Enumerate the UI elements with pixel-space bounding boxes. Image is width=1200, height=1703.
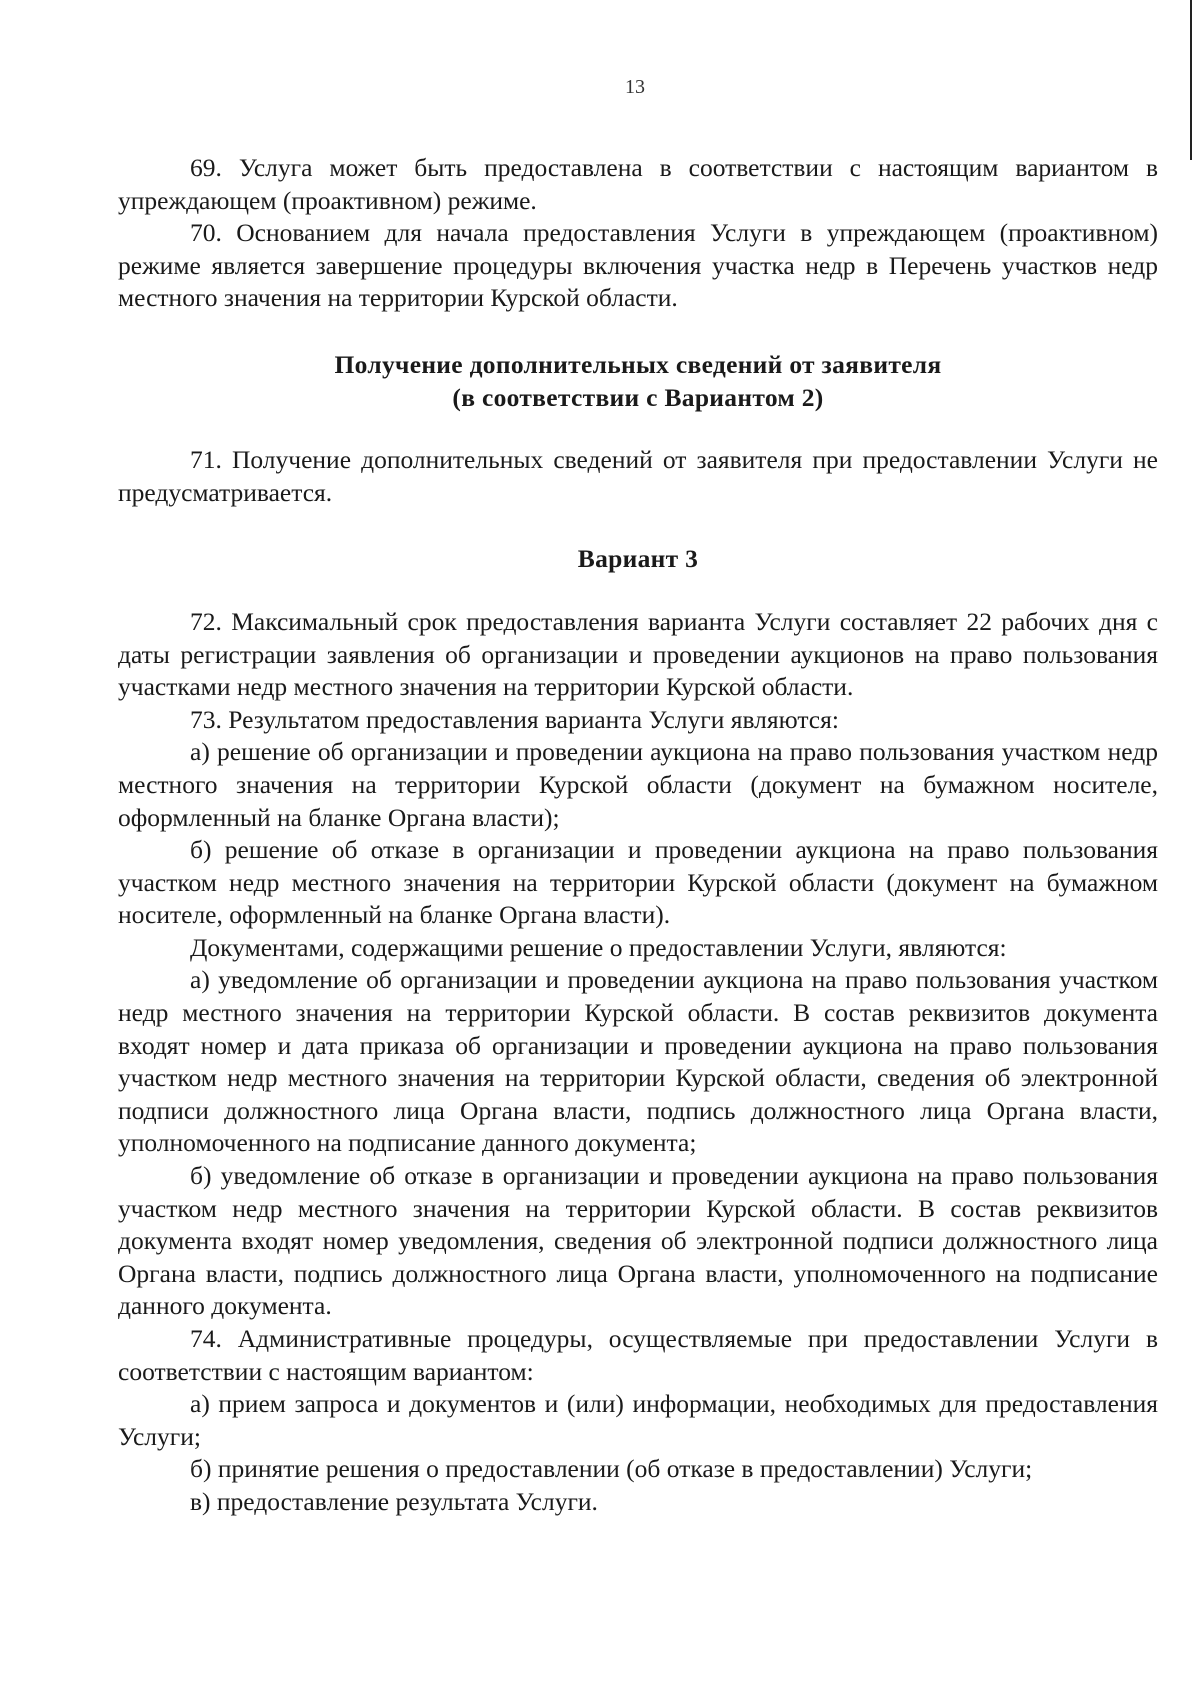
paragraph-73: 73. Результатом предоставления варианта Услуги являются:: [190, 704, 839, 734]
document-body: [118, 152, 1158, 1519]
list-item-73b: б) решение об отказе в организации и проведении аукциона на право пользования участком недр местного значения на территории Курской области (документ на бумажном носителе, оформленный на бланке Органа власти).: [118, 835, 1158, 930]
paragraph-69: 69. Услуга может быть предоставлена в соответствии с настоящим вариантом в упреждающем (проактивном) режиме.: [118, 153, 1158, 215]
section-heading-variant-3: Вариант 3: [577, 544, 699, 574]
list-item-73a: а) решение об организации и проведении аукциона на право пользования участком недр местного значения на территории Курской области (документ на бумажном носителе, оформленный на бланке Органа власти);: [118, 737, 1158, 832]
section-heading-line-1: Получение дополнительных сведений от заявителя: [334, 349, 942, 379]
paragraph-71: 71. Получение дополнительных сведений от заявителя при предоставлении Услуги не предусматривается.: [118, 445, 1158, 507]
list-item-74b: б) принятие решения о предоставлении (об отказе в предоставлении) Услуги;: [190, 1454, 1033, 1484]
list-item-documents-b: б) уведомление об отказе в организации и проведении аукциона на право пользования участком недр местного значения на территории Курской области. В состав реквизитов документа входят номер уведомления, сведения об электронной подписи должностного лица Органа власти, подпись должностного лица Органа власти, уполномоченного на подписание данного документа.: [118, 1161, 1158, 1321]
paragraph-72: 72. Максимальный срок предоставления варианта Услуги составляет 22 рабочих дня с даты регистрации заявления об организации и проведении аукционов на право пользования участками недр местного значения на территории Курской области.: [118, 606, 1158, 702]
section-heading-additional-info: [118, 349, 1158, 414]
paragraph-70: 70. Основанием для начала предоставления Услуги в упреждающем (проактивном) режиме является завершение процедуры включения участка недр в Перечень участков недр местного значения на территории Курской области.: [118, 218, 1158, 313]
list-item-74c: в) предоставление результата Услуги.: [190, 1486, 598, 1516]
page-number: 13: [625, 76, 645, 98]
paragraph-documents-intro: Документами, содержащими решение о предоставлении Услуги, являются:: [190, 932, 1007, 962]
list-item-74a: а) прием запроса и документов и (или) информации, необходимых для предоставления Услуги;: [118, 1389, 1158, 1451]
list-item-documents-a: а) уведомление об организации и проведении аукциона на право пользования участком недр местного значения на территории Курской области. В состав реквизитов документа входят номер и дата приказа об организации и проведении аукциона на право пользования участком недр местного значения на территории Курской области, сведения об электронной подписи должностного лица Органа власти, подпись должностного лица Органа власти, уполномоченного на подписание данного документа;: [118, 965, 1158, 1158]
paragraph-74: 74. Административные процедуры, осуществляемые при предоставлении Услуги в соответствии с настоящим вариантом:: [118, 1324, 1158, 1386]
section-heading-line-2: (в соответствии с Вариантом 2): [452, 382, 824, 412]
